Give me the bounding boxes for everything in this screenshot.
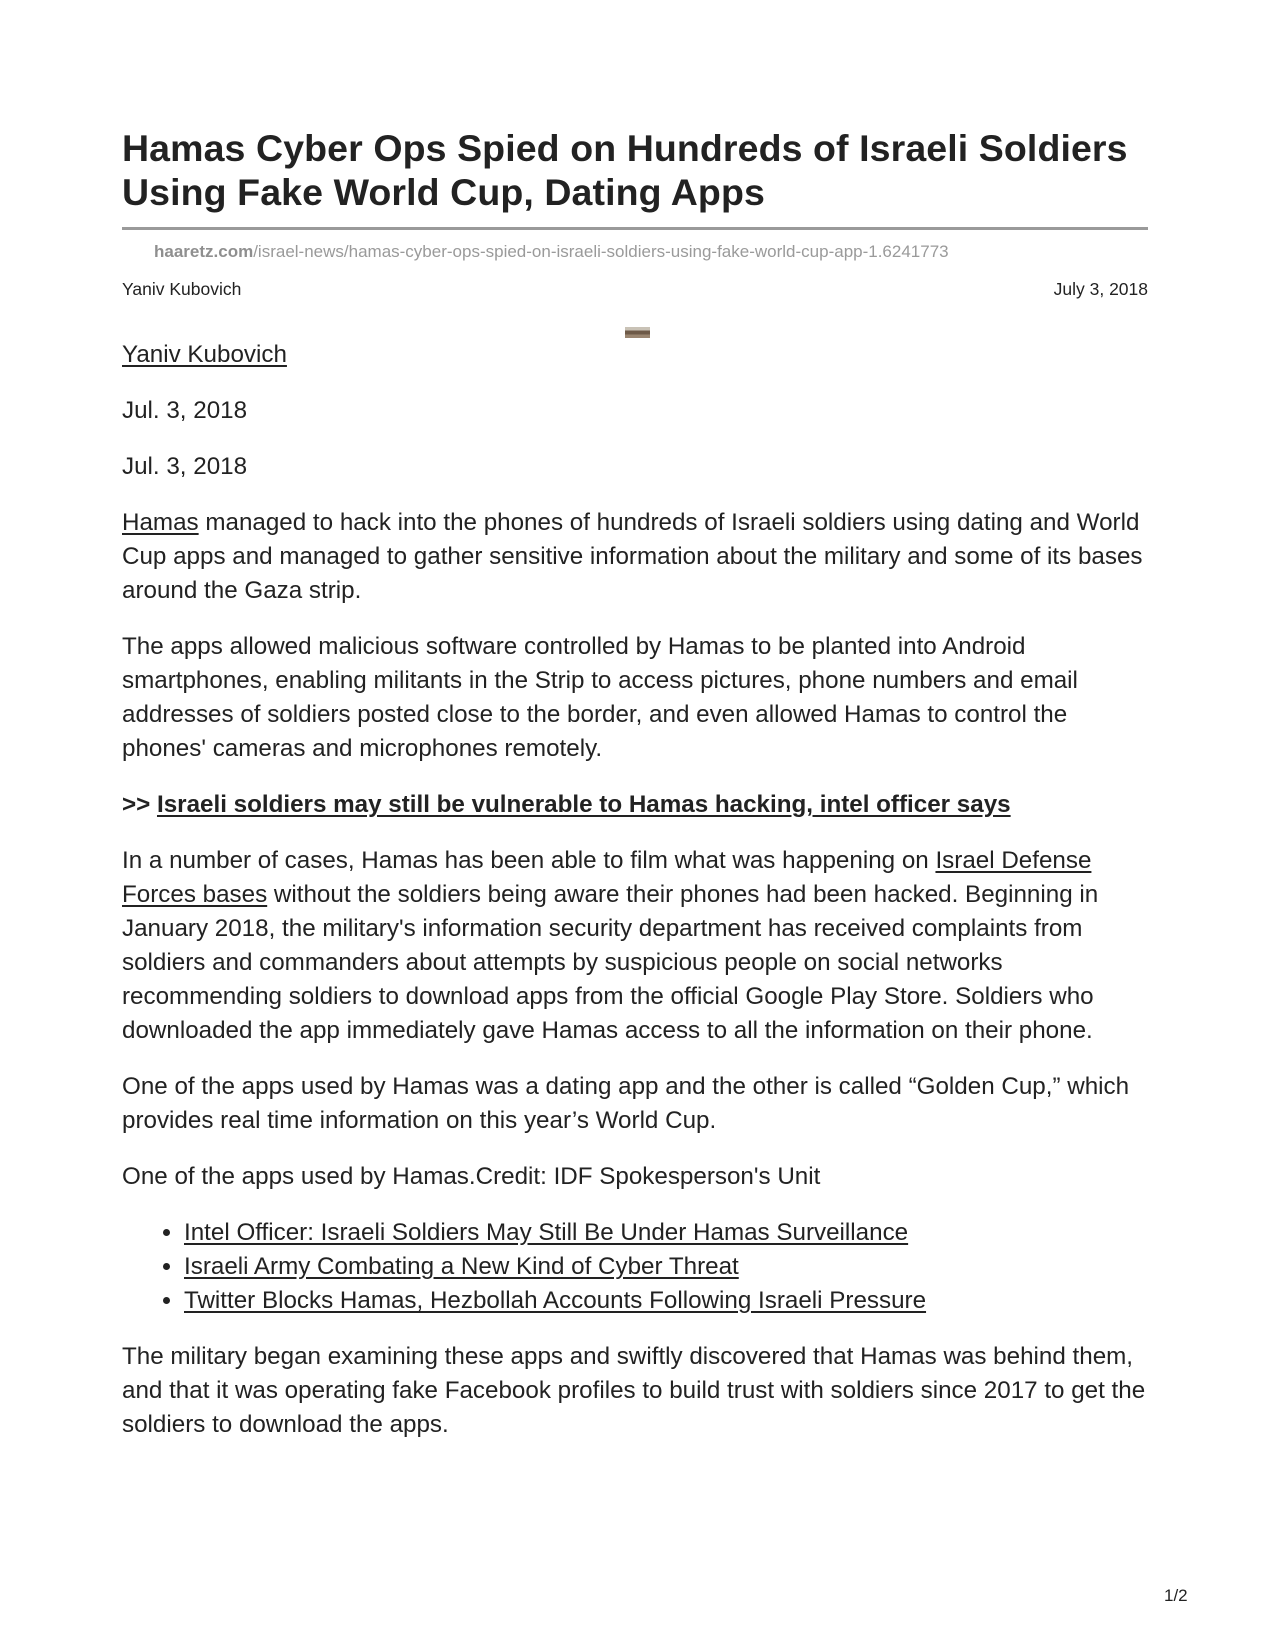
source-domain[interactable]: haaretz.com [154,242,254,261]
list-item [184,1250,1148,1284]
paragraph-2: The apps allowed malicious software controlled by Hamas to be planted into Android smartphones, enabling militants in the Strip to access pictures, phone numbers and email addresses of soldiers posted close to the border, and even allowed Hamas to control the phones' cameras and microphones remotely. [122,633,1078,762]
article-page [122,126,1148,1442]
related-link-twitter-blocks[interactable]: Twitter Blocks Hamas, Hezbollah Accounts Following Israeli Pressure [184,1287,927,1314]
title-divider [122,227,1148,230]
article-title: Hamas Cyber Ops Spied on Hundreds of Israeli Soldiers Using Fake World Cup, Dating Apps [122,127,1128,213]
related-article-link[interactable]: Israeli soldiers may still be vulnerable to Hamas hacking, intel officer says [156,791,1011,818]
related-articles-list [122,1216,1148,1318]
related-link-cyber-threat[interactable]: Israeli Army Combating a New Kind of Cyber Threat [184,1253,739,1280]
author-link[interactable]: Yaniv Kubovich [122,341,287,368]
paragraph-1-text: managed to hack into the phones of hundreds of Israeli soldiers using dating and World Cup apps and managed to gather sensitive information about the military and some of its bases around the Gaza strip. [122,509,1143,604]
author-name: Yaniv Kubovich [122,279,242,299]
article-meta [122,278,1148,300]
paragraph-5: The military began examining these apps and swiftly discovered that Hamas was behind them, and that it was operating fake Facebook profiles to build trust with soldiers since 2017 to get the soldiers to download the apps. [122,1343,1146,1438]
source-url[interactable] [154,241,1148,263]
related-prefix: >> [122,791,157,818]
list-item [184,1216,1148,1250]
byline [122,338,1148,372]
image-caption: One of the apps used by Hamas.Credit: IDF Spokesperson's Unit [122,1163,821,1190]
paragraph-1 [122,506,1148,608]
list-item [184,1284,1148,1318]
related-link-intel-officer[interactable]: Intel Officer: Israeli Soldiers May Still Be Under Hamas Surveillance [184,1219,909,1246]
article-image-thumbnail [625,327,650,338]
paragraph-4: One of the apps used by Hamas was a dating app and the other is called “Golden Cup,” which provides real time information on this year’s World Cup. [122,1073,1130,1134]
source-path[interactable]: /israel-news/hamas-cyber-ops-spied-on-israeli-soldiers-using-fake-world-cup-app-1.6241773 [253,242,949,261]
article-body [122,338,1148,1442]
idf-bases-link[interactable]: Israel Defense Forces bases [122,847,1092,908]
page-number: 1/2 [1164,1586,1188,1605]
related-inline-link [122,788,1148,822]
hamas-link[interactable]: Hamas [122,509,199,536]
paragraph-3 [122,844,1148,1048]
date-line: Jul. 3, 2018 [122,453,248,480]
paragraph-3-text-after: without the soldiers being aware their phones had been hacked. Beginning in January 2018, the military's information security department has received complaints from soldiers and commanders about attempts by suspicious people on social networks recommending soldiers to download apps from the official Google Play Store. Soldiers who downloaded the app immediately gave Hamas access to all the information on their phone. [122,881,1099,1044]
date-line: Jul. 3, 2018 [122,397,248,424]
publish-date: July 3, 2018 [1053,279,1148,299]
paragraph-3-text-before: In a number of cases, Hamas has been able to film what was happening on [122,847,936,874]
